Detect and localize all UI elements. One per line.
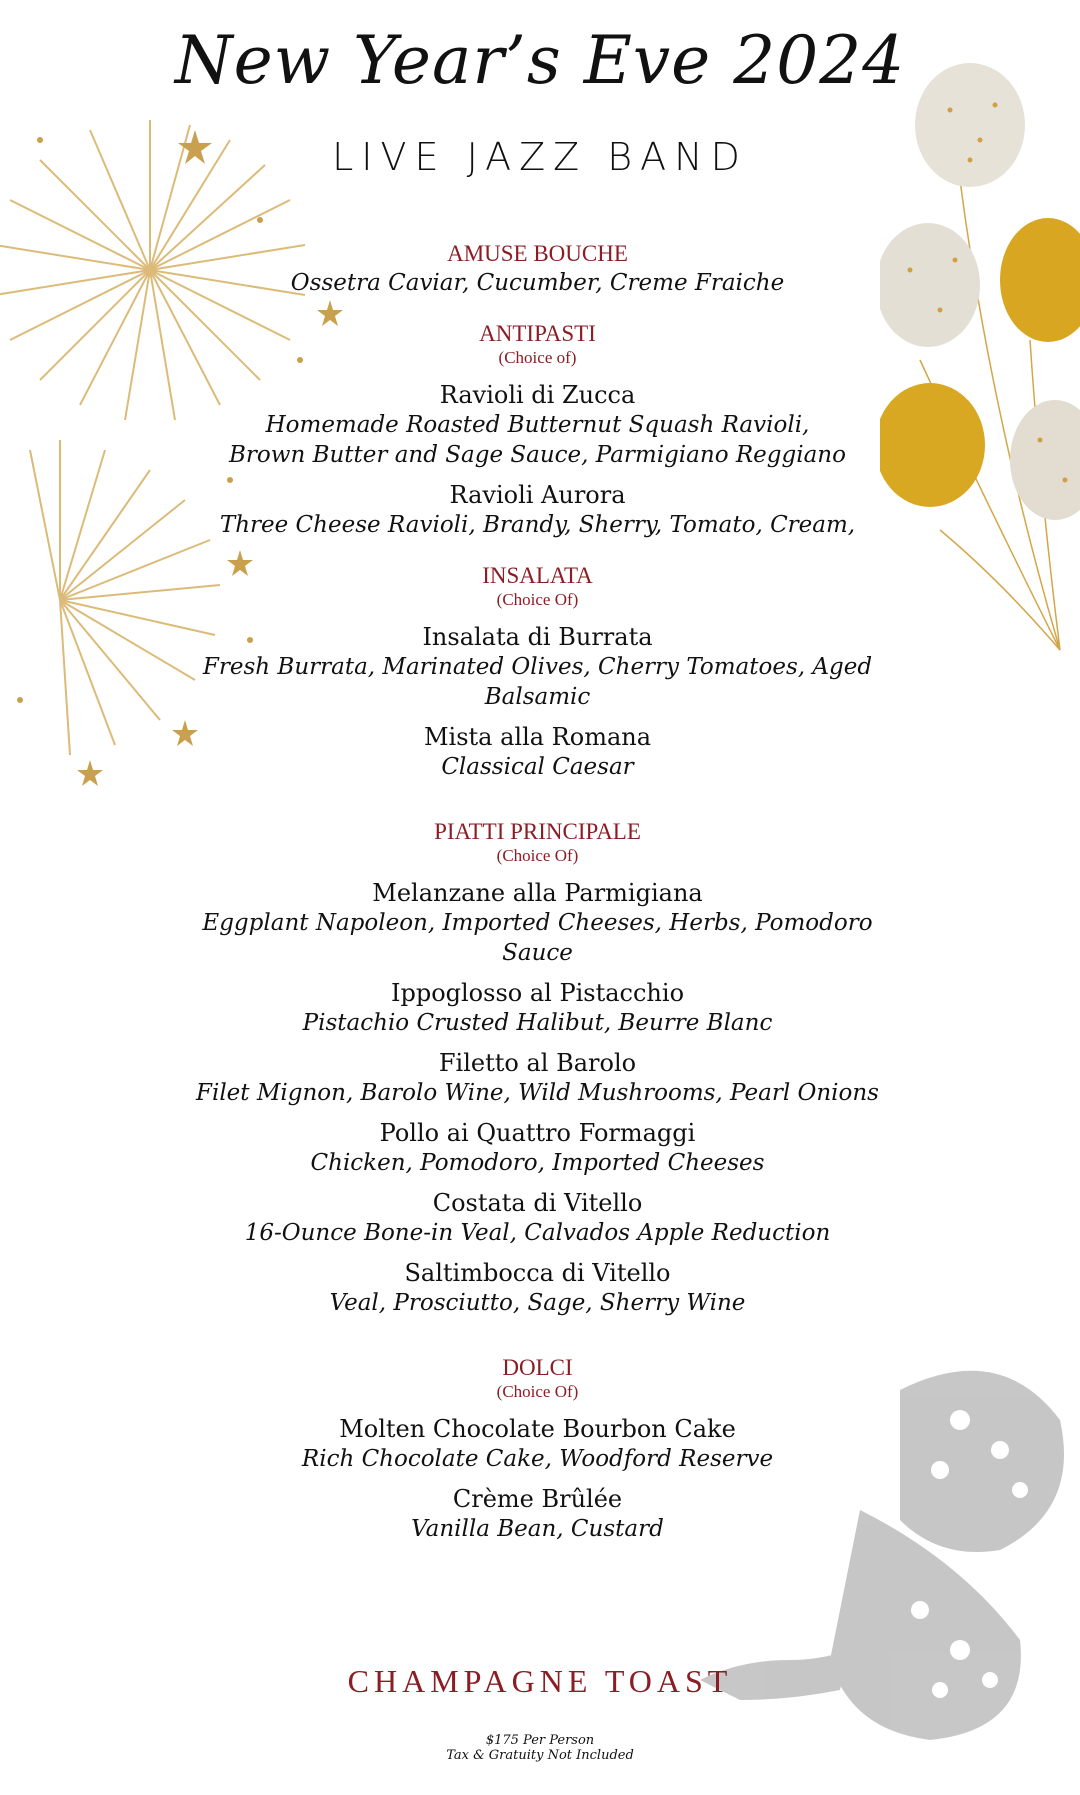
dish-description: Vanilla Bean, Custard	[411, 1516, 664, 1542]
section-heading: INSALATA	[482, 563, 593, 588]
menu-item	[180, 1048, 895, 1108]
menu-item	[180, 978, 895, 1038]
dish-name: Pollo ai Quattro Formaggi	[379, 1119, 696, 1147]
dish-description: 16-Ounce Bone-in Veal, Calvados Apple Reduction	[244, 1220, 831, 1246]
section-heading: DOLCI	[502, 1355, 573, 1380]
dish-description: Eggplant Napoleon, Imported Cheeses, Herbs, Pomodoro Sauce	[202, 910, 873, 966]
menu-item	[180, 1188, 895, 1248]
menu-item	[180, 722, 895, 782]
price-info	[0, 1733, 1080, 1763]
dish-name: Molten Chocolate Bourbon Cake	[339, 1415, 736, 1443]
menu-item	[180, 1484, 895, 1544]
menu-item	[180, 878, 895, 968]
price-text: $175 Per Person	[485, 1733, 595, 1748]
menu-section	[180, 562, 895, 782]
menu-item	[180, 380, 895, 470]
dish-description: Filet Mignon, Barolo Wine, Wild Mushrooms, Pearl Onions	[196, 1080, 879, 1106]
section-note: (Choice Of)	[496, 590, 579, 609]
dish-description: Chicken, Pomodoro, Imported Cheeses	[310, 1150, 765, 1176]
menu-section	[180, 320, 895, 540]
menu-list	[180, 218, 895, 1544]
champagne-toast: CHAMPAGNE TOAST	[347, 1663, 733, 1699]
dish-name: Melanzane alla Parmigiana	[372, 879, 703, 907]
menu-item	[180, 622, 895, 712]
menu-item	[180, 1258, 895, 1318]
dish-description: Three Cheese Ravioli, Brandy, Sherry, Tomato, Cream,	[219, 512, 856, 538]
tax-note: Tax & Gratuity Not Included	[446, 1748, 634, 1763]
dish-name: Ravioli Aurora	[449, 481, 626, 509]
menu-section	[180, 240, 895, 298]
dish-name: Mista alla Romana	[423, 723, 652, 751]
section-heading: AMUSE BOUCHE	[447, 241, 628, 266]
dish-name: Costata di Vitello	[432, 1189, 643, 1217]
page-subtitle: LIVE JAZZ BAND	[332, 135, 748, 179]
dish-description: Veal, Prosciutto, Sage, Sherry Wine	[329, 1290, 746, 1316]
menu-item	[180, 1414, 895, 1474]
section-note: (Choice Of)	[496, 1382, 579, 1401]
section-note: (Choice of)	[498, 348, 577, 367]
menu-item	[180, 268, 895, 298]
section-note: (Choice Of)	[496, 846, 579, 865]
dish-description: Classical Caesar	[441, 754, 634, 780]
dish-name: Saltimbocca di Vitello	[404, 1259, 671, 1287]
dish-name: Insalata di Burrata	[422, 623, 653, 651]
dish-description: Rich Chocolate Cake, Woodford Reserve	[301, 1446, 774, 1472]
section-heading: PIATTI PRINCIPALE	[434, 819, 641, 844]
dish-description: Homemade Roasted Butternut Squash Ravioli, Brown Butter and Sage Sauce, Parmigiano Reggiano	[229, 412, 846, 468]
dish-description: Ossetra Caviar, Cucumber, Creme Fraiche	[290, 270, 785, 296]
dish-description: Fresh Burrata, Marinated Olives, Cherry Tomatoes, Aged Balsamic	[202, 654, 873, 710]
menu-section	[180, 1354, 895, 1544]
dish-name: Ravioli di Zucca	[439, 381, 636, 409]
dish-name: Ippoglosso al Pistacchio	[390, 979, 685, 1007]
dish-description: Pistachio Crusted Halibut, Beurre Blanc	[302, 1010, 773, 1036]
section-heading: ANTIPASTI	[479, 321, 596, 346]
menu-item	[180, 480, 895, 540]
menu-section	[180, 818, 895, 1318]
dish-name: Filetto al Barolo	[438, 1049, 637, 1077]
menu-item	[180, 1118, 895, 1178]
page-title: New Year’s Eve 2024	[174, 22, 906, 99]
dish-name: Crème Brûlée	[452, 1485, 623, 1513]
